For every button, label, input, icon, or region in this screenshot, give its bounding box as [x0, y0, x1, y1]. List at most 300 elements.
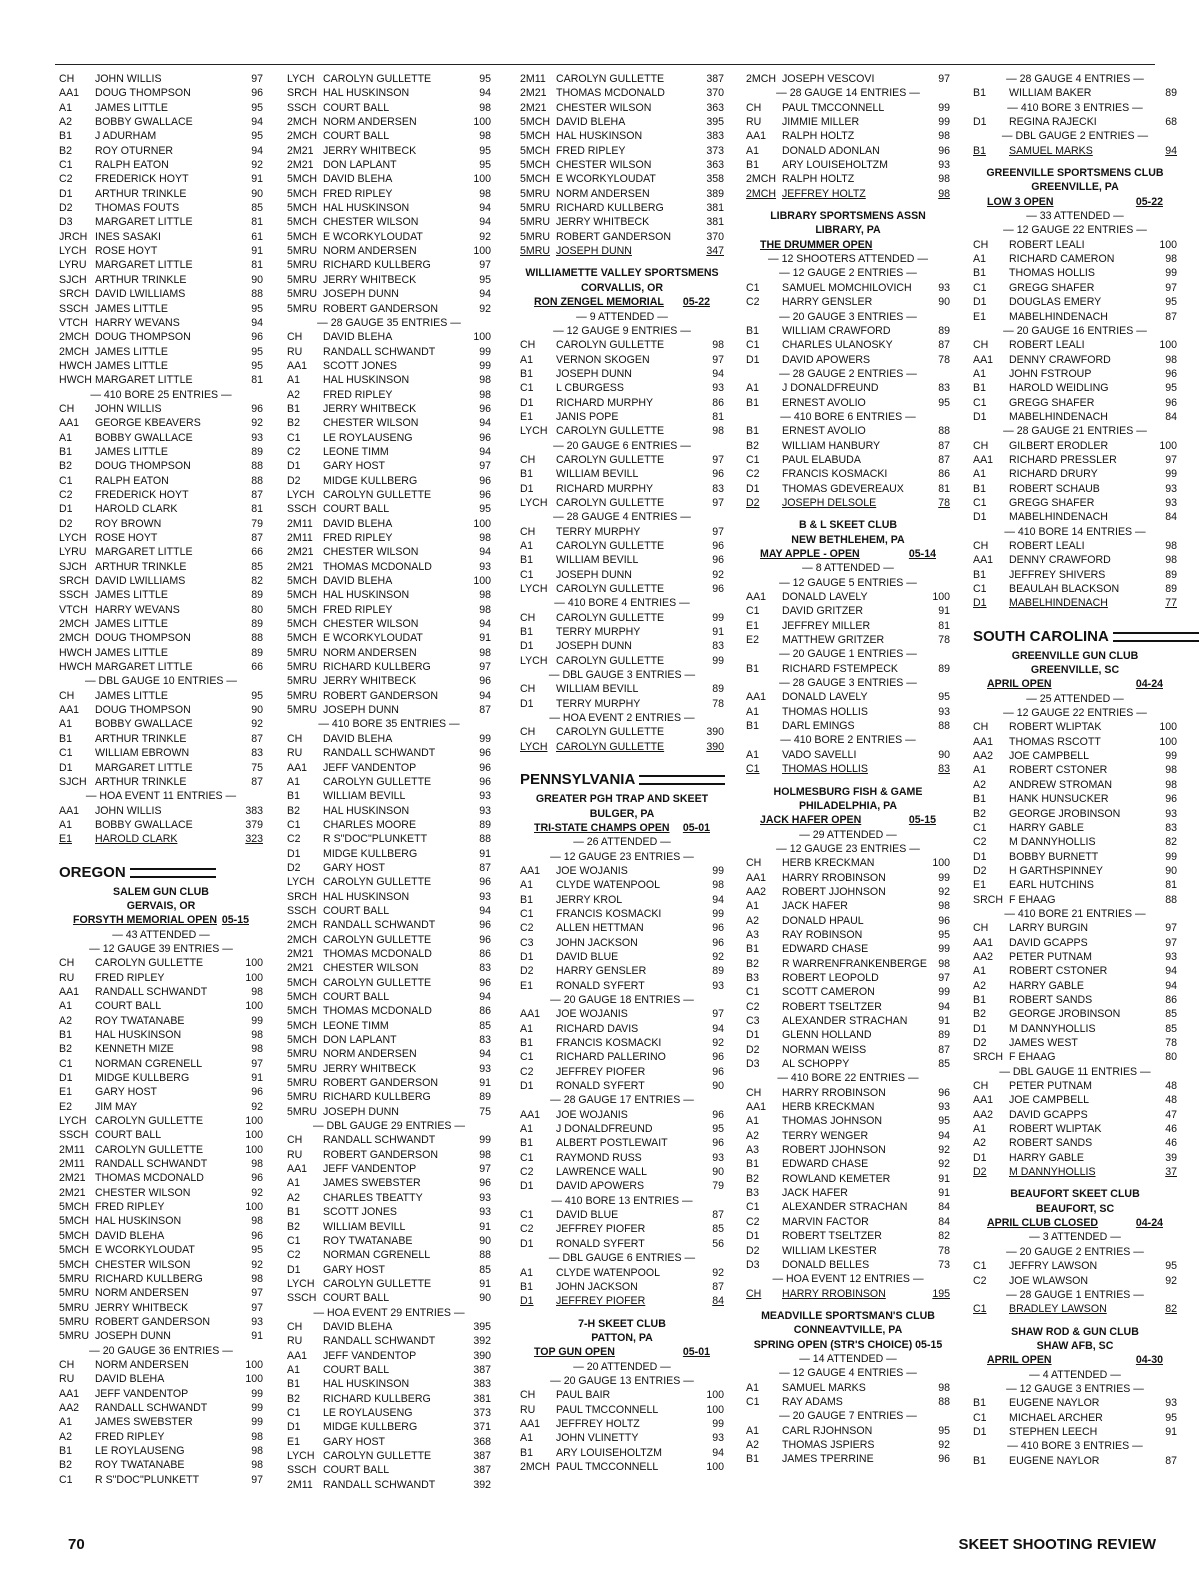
score: 78 [938, 634, 950, 647]
class-code: SSCH [59, 302, 89, 315]
score: 97 [251, 1287, 263, 1300]
club-heading: SALEM GUN CLUB [113, 885, 209, 898]
result-row [973, 807, 1177, 821]
score: 93 [251, 1315, 263, 1328]
score: 82 [1165, 836, 1177, 849]
result-row [746, 496, 950, 510]
score: 90 [938, 748, 950, 761]
event-divider: — 12 GAUGE 23 ENTRIES — [550, 850, 694, 863]
result-row [59, 804, 263, 818]
shooter-name: MIDGE KULLBERG [323, 847, 418, 860]
class-code: B1 [973, 382, 986, 395]
shooter-name: CLYDE WATENPOOL [556, 879, 660, 892]
class-code: 5MRU [59, 1301, 90, 1314]
result-row [520, 553, 724, 567]
shooter-name: PAUL TMCCONNELL [556, 1460, 659, 1473]
shooter-name: ARTHUR TRINKLE [95, 732, 187, 745]
score: 86 [712, 396, 724, 409]
shooter-name: JEFFRY LAWSON [1009, 1260, 1098, 1273]
result-row [746, 914, 950, 928]
score: 95 [1165, 1260, 1177, 1273]
class-code: A1 [520, 879, 533, 892]
result-row [520, 740, 724, 754]
result-row [59, 1157, 263, 1171]
result-row [59, 1085, 263, 1099]
result-row [59, 302, 263, 316]
score: 87 [712, 1209, 724, 1222]
class-code: C1 [520, 568, 534, 581]
score: 368 [473, 1435, 491, 1448]
class-code: 2M11 [287, 517, 313, 530]
score: 88 [938, 1395, 950, 1408]
score: 87 [1165, 1454, 1177, 1467]
result-row [59, 775, 263, 789]
shooter-name: DAVID GCAPPS [1009, 1108, 1088, 1121]
shoot-name: MAY APPLE - OPEN [760, 548, 860, 560]
score: 96 [712, 540, 724, 552]
shooter-name: MIDGE KULLBERG [95, 1072, 190, 1085]
shooter-name: GLENN HOLLAND [782, 1029, 872, 1042]
class-code: A1 [746, 1381, 759, 1394]
results-column-3 [520, 72, 724, 1474]
club-heading: WILLIAMETTE VALLEY SPORTSMENS [525, 267, 719, 280]
score: 88 [1165, 893, 1177, 906]
score: 87 [251, 532, 263, 544]
shooter-name: LEONE TIMM [323, 445, 389, 458]
score: 92 [251, 159, 263, 172]
result-row [973, 539, 1177, 553]
score: 85 [251, 202, 263, 215]
score: 66 [251, 546, 263, 559]
shooter-name: THOMAS MCDONALD [323, 560, 432, 573]
result-row [59, 1430, 263, 1444]
result-row [59, 971, 263, 985]
result-row [287, 646, 491, 660]
shooter-name: GARY HOST [323, 1435, 386, 1448]
result-row [287, 1047, 491, 1061]
score: 94 [479, 445, 491, 458]
score: 94 [712, 1446, 724, 1459]
result-row [746, 590, 950, 604]
result-row [287, 1406, 491, 1420]
shooter-name: CHESTER WILSON [95, 1186, 191, 1199]
class-code: AA2 [746, 885, 767, 898]
class-code: 2M11 [287, 532, 313, 544]
score: 358 [706, 173, 724, 186]
result-row [520, 381, 724, 395]
class-code: A1 [746, 1424, 759, 1437]
class-code: CH [973, 1080, 989, 1093]
state-rule [1113, 632, 1199, 642]
shoot-date: 05-22 [1135, 195, 1163, 208]
class-code: CH [973, 238, 989, 251]
shooter-name: ROBERT JJOHNSON [782, 1144, 886, 1157]
result-row [973, 1050, 1177, 1064]
result-row [59, 115, 263, 129]
shooter-name: RALPH HOLTZ [782, 173, 855, 186]
shooter-name: DAVID LWILLIAMS [95, 288, 186, 301]
result-row [520, 172, 724, 186]
class-code: B1 [59, 130, 72, 143]
class-code: 5MCH [287, 230, 318, 243]
class-code: A1 [59, 431, 72, 444]
score: 77 [1165, 597, 1177, 610]
score: 83 [1165, 821, 1177, 834]
result-row [520, 1237, 724, 1251]
result-row [520, 725, 724, 739]
class-code: C1 [746, 281, 760, 294]
shooter-name: BOBBY BURNETT [1009, 850, 1099, 863]
shooter-name: ROBERT GANDERSON [323, 1148, 438, 1161]
class-code: 5MRU [520, 216, 551, 229]
shooter-name: JAMES LITTLE [95, 689, 168, 702]
result-row [746, 424, 950, 438]
class-code: A2 [973, 1137, 986, 1150]
class-code: D1 [973, 1425, 987, 1438]
class-code: D2 [973, 864, 987, 877]
shooter-name: FRANCIS KOSMACKI [556, 907, 662, 920]
class-code: CH [59, 73, 75, 85]
shooter-name: THOMAS HOLLIS [1009, 267, 1095, 280]
class-code: CH [746, 101, 762, 114]
shooter-name: LARRY BURGIN [1009, 922, 1089, 935]
class-code: C1 [287, 431, 301, 444]
club-heading: CORVALLIS, OR [580, 281, 663, 294]
shoot-date: 04-24 [1135, 678, 1163, 691]
event-divider: — 410 BORE 3 ENTRIES — [1007, 101, 1143, 114]
class-code: C1 [520, 1209, 534, 1222]
result-row [287, 875, 491, 889]
shooter-name: JOSEPH DUNN [323, 1105, 399, 1118]
result-row [973, 1022, 1177, 1036]
event-divider: — 9 ATTENDED — [576, 310, 668, 323]
result-row [973, 1259, 1177, 1273]
shooter-name: JOHN WILLIS [95, 402, 162, 415]
score: 99 [938, 943, 950, 956]
result-row [746, 338, 950, 352]
class-code: C2 [746, 1215, 760, 1228]
score: 97 [1165, 281, 1177, 294]
score: 92 [712, 1037, 724, 1049]
score: 88 [251, 460, 263, 473]
shooter-name: TERRY MURPHY [556, 525, 641, 538]
class-code: C2 [287, 833, 301, 846]
shooter-name: JOE WOJANIS [556, 864, 628, 877]
shooter-name: CAROLYN GULLETTE [323, 488, 432, 501]
result-row [59, 1272, 263, 1286]
shooter-name: RALPH EATON [95, 474, 169, 487]
result-row [287, 847, 491, 861]
class-code: A1 [520, 1123, 533, 1136]
score: 91 [479, 1220, 491, 1233]
shooter-name: ROBERT GANDERSON [323, 689, 438, 702]
result-row [520, 201, 724, 215]
class-code: CH [973, 339, 989, 352]
shooter-name: H GARTHSPINNEY [1009, 864, 1103, 877]
class-code: 2MCH [59, 345, 90, 358]
shooter-name: CAROLYN GULLETTE [323, 976, 432, 989]
class-code: C1 [746, 605, 760, 618]
result-row [287, 86, 491, 100]
result-row [973, 144, 1177, 158]
result-row [520, 1388, 724, 1402]
class-code: D1 [746, 353, 760, 366]
result-row [973, 367, 1177, 381]
result-row [746, 324, 950, 338]
score: 98 [712, 879, 724, 892]
result-row [59, 646, 263, 660]
score: 381 [706, 216, 724, 229]
shooter-name: ROSE HOYT [95, 532, 158, 544]
result-row [287, 402, 491, 416]
shooter-name: THOMAS HOLLIS [782, 705, 868, 718]
shooter-name: DAVID APOWERS [556, 1180, 645, 1193]
class-code: E1 [287, 1435, 300, 1448]
score: 99 [938, 871, 950, 884]
result-row [287, 72, 491, 86]
result-row [973, 1036, 1177, 1050]
event-divider: — 12 GAUGE 5 ENTRIES — [779, 576, 917, 589]
score: 92 [251, 718, 263, 731]
class-code: AA1 [59, 417, 80, 430]
score: 89 [1165, 568, 1177, 581]
class-code: C2 [746, 468, 760, 481]
class-code: B2 [973, 807, 986, 820]
club-heading: MEADVILLE SPORTSMAN'S CLUB [761, 1309, 935, 1322]
shooter-name: EDWARD CHASE [782, 1158, 869, 1171]
class-code: 5MRU [287, 646, 318, 659]
score: 100 [245, 971, 263, 984]
class-code: A2 [287, 388, 300, 401]
shoot-name: APRIL OPEN [987, 1354, 1052, 1367]
class-code: 5MRU [287, 675, 318, 688]
shooter-name: CAROLYN GULLETTE [556, 740, 665, 753]
result-row [520, 936, 724, 950]
score: 373 [473, 1406, 491, 1419]
result-row [287, 431, 491, 445]
class-code: RU [287, 345, 303, 358]
result-row [59, 545, 263, 559]
score: 363 [706, 101, 724, 114]
class-code: CH [520, 726, 536, 739]
class-code: AA1 [520, 864, 541, 877]
shooter-name: EDWARD CHASE [782, 943, 869, 956]
class-code: E1 [973, 310, 986, 323]
result-row [59, 603, 263, 617]
class-code: AA1 [746, 1101, 767, 1114]
class-code: D1 [973, 511, 987, 524]
class-code: RU [287, 1335, 303, 1348]
result-row [520, 1403, 724, 1417]
score: 98 [1165, 764, 1177, 777]
shooter-name: MARGARET LITTLE [95, 216, 193, 229]
result-row [287, 761, 491, 775]
score: 94 [938, 1000, 950, 1013]
score: 100 [473, 575, 491, 588]
class-code: CH [520, 1389, 536, 1402]
shooter-name: ROSE HOYT [95, 245, 158, 258]
class-code: A1 [59, 1416, 72, 1429]
shooter-name: JEFF VANDENTOP [323, 761, 417, 774]
shooter-name: NORMAN CGRENELL [323, 1249, 431, 1262]
class-code: A1 [287, 374, 300, 387]
shoot-name: APRIL OPEN [987, 678, 1052, 691]
class-code: D1 [59, 761, 73, 774]
result-row [59, 86, 263, 100]
result-row [520, 568, 724, 582]
score: 97 [479, 661, 491, 674]
score: 99 [251, 1387, 263, 1400]
shooter-name: RICHARD FSTEMPECK [782, 662, 898, 675]
score: 93 [712, 382, 724, 395]
score: 86 [479, 947, 491, 960]
result-row [287, 459, 491, 473]
score: 96 [938, 1086, 950, 1099]
shooter-name: JOSEPH DUNN [95, 1330, 171, 1343]
shooter-name: DARL EMINGS [782, 720, 855, 733]
shoot-date: 05-22 [682, 296, 710, 309]
result-row [287, 775, 491, 789]
class-code: VTCH [59, 603, 88, 616]
class-code: A1 [973, 367, 986, 380]
score: 94 [479, 689, 491, 702]
score: 363 [706, 159, 724, 172]
class-code: SRCH [973, 893, 1004, 906]
score: 100 [245, 1201, 263, 1214]
score: 347 [706, 245, 724, 258]
shooter-name: GREGG SHAFER [1009, 496, 1095, 509]
score: 93 [712, 1151, 724, 1164]
score: 93 [479, 1206, 491, 1219]
score: 94 [479, 618, 491, 631]
score: 95 [1165, 1411, 1177, 1424]
class-code: D1 [973, 597, 987, 610]
result-row [746, 1172, 950, 1186]
class-code: CH [59, 1358, 75, 1371]
score: 96 [479, 402, 491, 415]
shooter-name: CHESTER WILSON [95, 1258, 191, 1271]
score: 99 [1165, 468, 1177, 481]
result-row [746, 633, 950, 647]
score: 98 [251, 1459, 263, 1472]
class-code: B1 [746, 1158, 759, 1171]
result-row [520, 115, 724, 129]
class-code: AA1 [973, 1094, 994, 1107]
results-column-4 [746, 72, 950, 1467]
shooter-name: JOE CAMPBELL [1009, 750, 1090, 763]
class-code: 2M21 [59, 1172, 86, 1185]
class-code: CH [746, 1287, 762, 1300]
result-row [59, 129, 263, 143]
class-code: C1 [59, 1057, 73, 1070]
class-code: 5MCH [520, 159, 551, 172]
class-code: D2 [746, 496, 760, 509]
class-code: C2 [973, 836, 987, 849]
result-row [973, 749, 1177, 763]
class-code: SRCH [287, 890, 318, 903]
score: 94 [1165, 965, 1177, 978]
class-code: D2 [520, 965, 534, 978]
shoot-date: 05-15 [908, 814, 936, 827]
result-row [287, 1363, 491, 1377]
result-row [287, 101, 491, 115]
class-code: LYCH [520, 654, 548, 667]
score: 100 [245, 1129, 263, 1142]
shooter-name: RICHARD KULLBERG [323, 1091, 431, 1104]
class-code: SSCH [287, 1292, 317, 1305]
result-row [287, 258, 491, 272]
class-code: B1 [59, 732, 72, 745]
score: 47 [1165, 1108, 1177, 1121]
result-row [973, 763, 1177, 777]
result-row [287, 1205, 491, 1219]
shooter-name: LEONE TIMM [323, 1019, 389, 1032]
score: 78 [938, 353, 950, 366]
shoot-title [746, 238, 950, 252]
score: 95 [1165, 296, 1177, 309]
results-column-1 [59, 72, 263, 1487]
shooter-name: ALEXANDER STRACHAN [782, 1201, 908, 1214]
event-divider: — HOA EVENT 12 ENTRIES — [772, 1273, 924, 1286]
shooter-name: PETER PUTNAM [1009, 1080, 1092, 1093]
shooter-name: COURT BALL [95, 1129, 162, 1142]
score: 84 [938, 1215, 950, 1228]
shooter-name: COURT BALL [95, 1000, 162, 1013]
shooter-name: CAROLYN GULLETTE [556, 583, 665, 596]
shooter-name: FRED RIPLEY [323, 388, 393, 401]
result-row [287, 947, 491, 961]
result-row [746, 871, 950, 885]
score: 97 [479, 1163, 491, 1176]
shooter-name: DAVID BLEHA [323, 1320, 393, 1333]
class-code: A2 [746, 1438, 759, 1451]
result-row [520, 396, 724, 410]
shooter-name: FRED RIPLEY [95, 971, 165, 984]
result-row [746, 957, 950, 971]
shooter-name: ROY OTURNER [95, 144, 174, 157]
shooter-name: ROBERT WLIPTAK [1009, 721, 1102, 734]
class-code: 5MRU [287, 288, 318, 301]
shooter-name: PAUL TMCCONNELL [782, 101, 885, 114]
result-row [520, 424, 724, 438]
shooter-name: CHESTER WILSON [323, 417, 419, 430]
shoot-date: 04-24 [1135, 1217, 1163, 1230]
score: 83 [251, 747, 263, 760]
result-row [746, 144, 950, 158]
score: 99 [712, 654, 724, 667]
score: 100 [1159, 721, 1177, 734]
club-heading: 7-H SKEET CLUB [578, 1317, 666, 1330]
score: 96 [479, 488, 491, 501]
score: 48 [1165, 1094, 1177, 1107]
result-row [746, 1258, 950, 1272]
shooter-name: HAL HUSKINSON [556, 130, 643, 143]
class-code: A1 [746, 144, 759, 157]
class-code: CH [973, 439, 989, 452]
score: 100 [245, 1358, 263, 1371]
result-row [746, 899, 950, 913]
score: 370 [706, 87, 724, 100]
score: 370 [706, 230, 724, 243]
class-code: C1 [973, 396, 987, 409]
result-row [973, 1396, 1177, 1410]
score: 99 [251, 1014, 263, 1027]
score: 87 [479, 704, 491, 717]
section-gap [520, 1309, 724, 1317]
shooter-name: SAMUEL MOMCHILOVICH [782, 281, 912, 294]
score: 100 [245, 957, 263, 970]
result-row [59, 474, 263, 488]
